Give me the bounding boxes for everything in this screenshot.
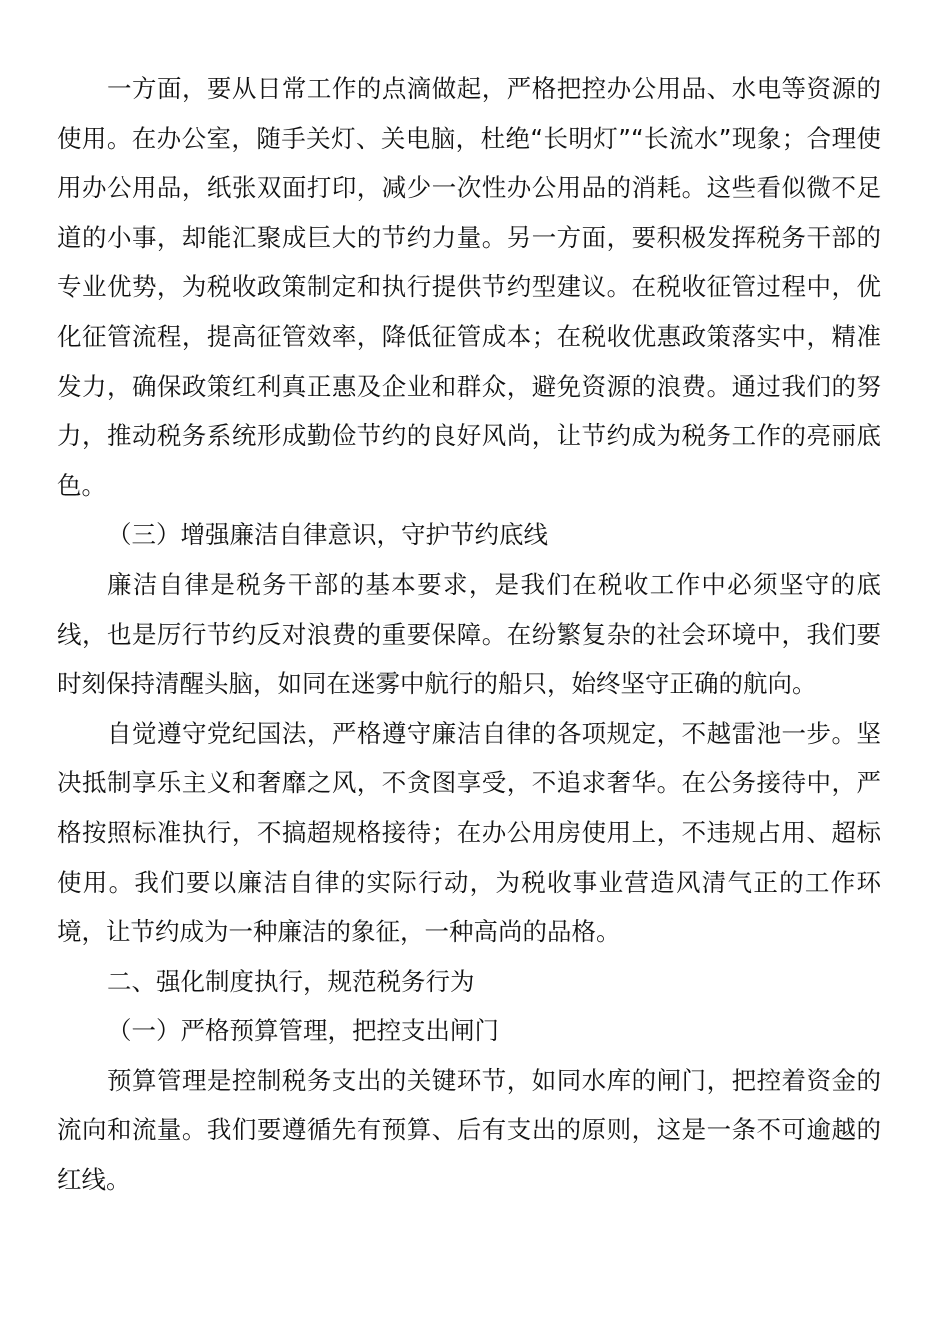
paragraph-integrity-basics: 廉洁自律是税务干部的基本要求，是我们在税收工作中必须坚守的底线，也是厉行节约反对浪费的重要保障。在纷繁复杂的社会环境中，我们要时刻保持清醒头脑，如同在迷雾中航行的船只，始终坚守正确的航向。 <box>57 569 881 699</box>
section-heading-budget: （一）严格预算管理，把控支出闸门 <box>107 1016 499 1046</box>
chapter-heading-institutions: 二、强化制度执行，规范税务行为 <box>107 966 475 996</box>
paragraph-discipline-rules: 自觉遵守党纪国法，严格遵守廉洁自律的各项规定，不越雷池一步。坚决抵制享乐主义和奢靡之风，不贪图享受，不追求奢华。在公务接待中，严格按照标准执行，不搞超规格接待；在办公用房使用上，不违规占用、超标使用。我们要以廉洁自律的实际行动，为税收事业营造风清气正的工作环境，让节约成为一种廉洁的象征，一种高尚的品格。 <box>57 718 881 947</box>
paragraph-resource-saving: 一方面，要从日常工作的点滴做起，严格把控办公用品、水电等资源的使用。在办公室，随手关灯、关电脑，杜绝“长明灯”“长流水”现象；合理使用办公用品，纸张双面打印，减少一次性办公用品的消耗。这些看似微不足道的小事，却能汇聚成巨大的节约力量。另一方面，要积极发挥税务干部的专业优势，为税收政策制定和执行提供节约型建议。在税收征管过程中，优化征管流程，提高征管效率，降低征管成本；在税收优惠政策落实中，精准发力，确保政策红利真正惠及企业和群众，避免资源的浪费。通过我们的努力，推动税务系统形成勤俭节约的良好风尚，让节约成为税务工作的亮丽底色。 <box>57 74 881 500</box>
section-heading-integrity: （三）增强廉洁自律意识，守护节约底线 <box>107 520 548 550</box>
paragraph-budget-management: 预算管理是控制税务支出的关键环节，如同水库的闸门，把控着资金的流向和流量。我们要遵循先有预算、后有支出的原则，这是一条不可逾越的红线。 <box>57 1065 881 1195</box>
document-body <box>57 64 881 1205</box>
